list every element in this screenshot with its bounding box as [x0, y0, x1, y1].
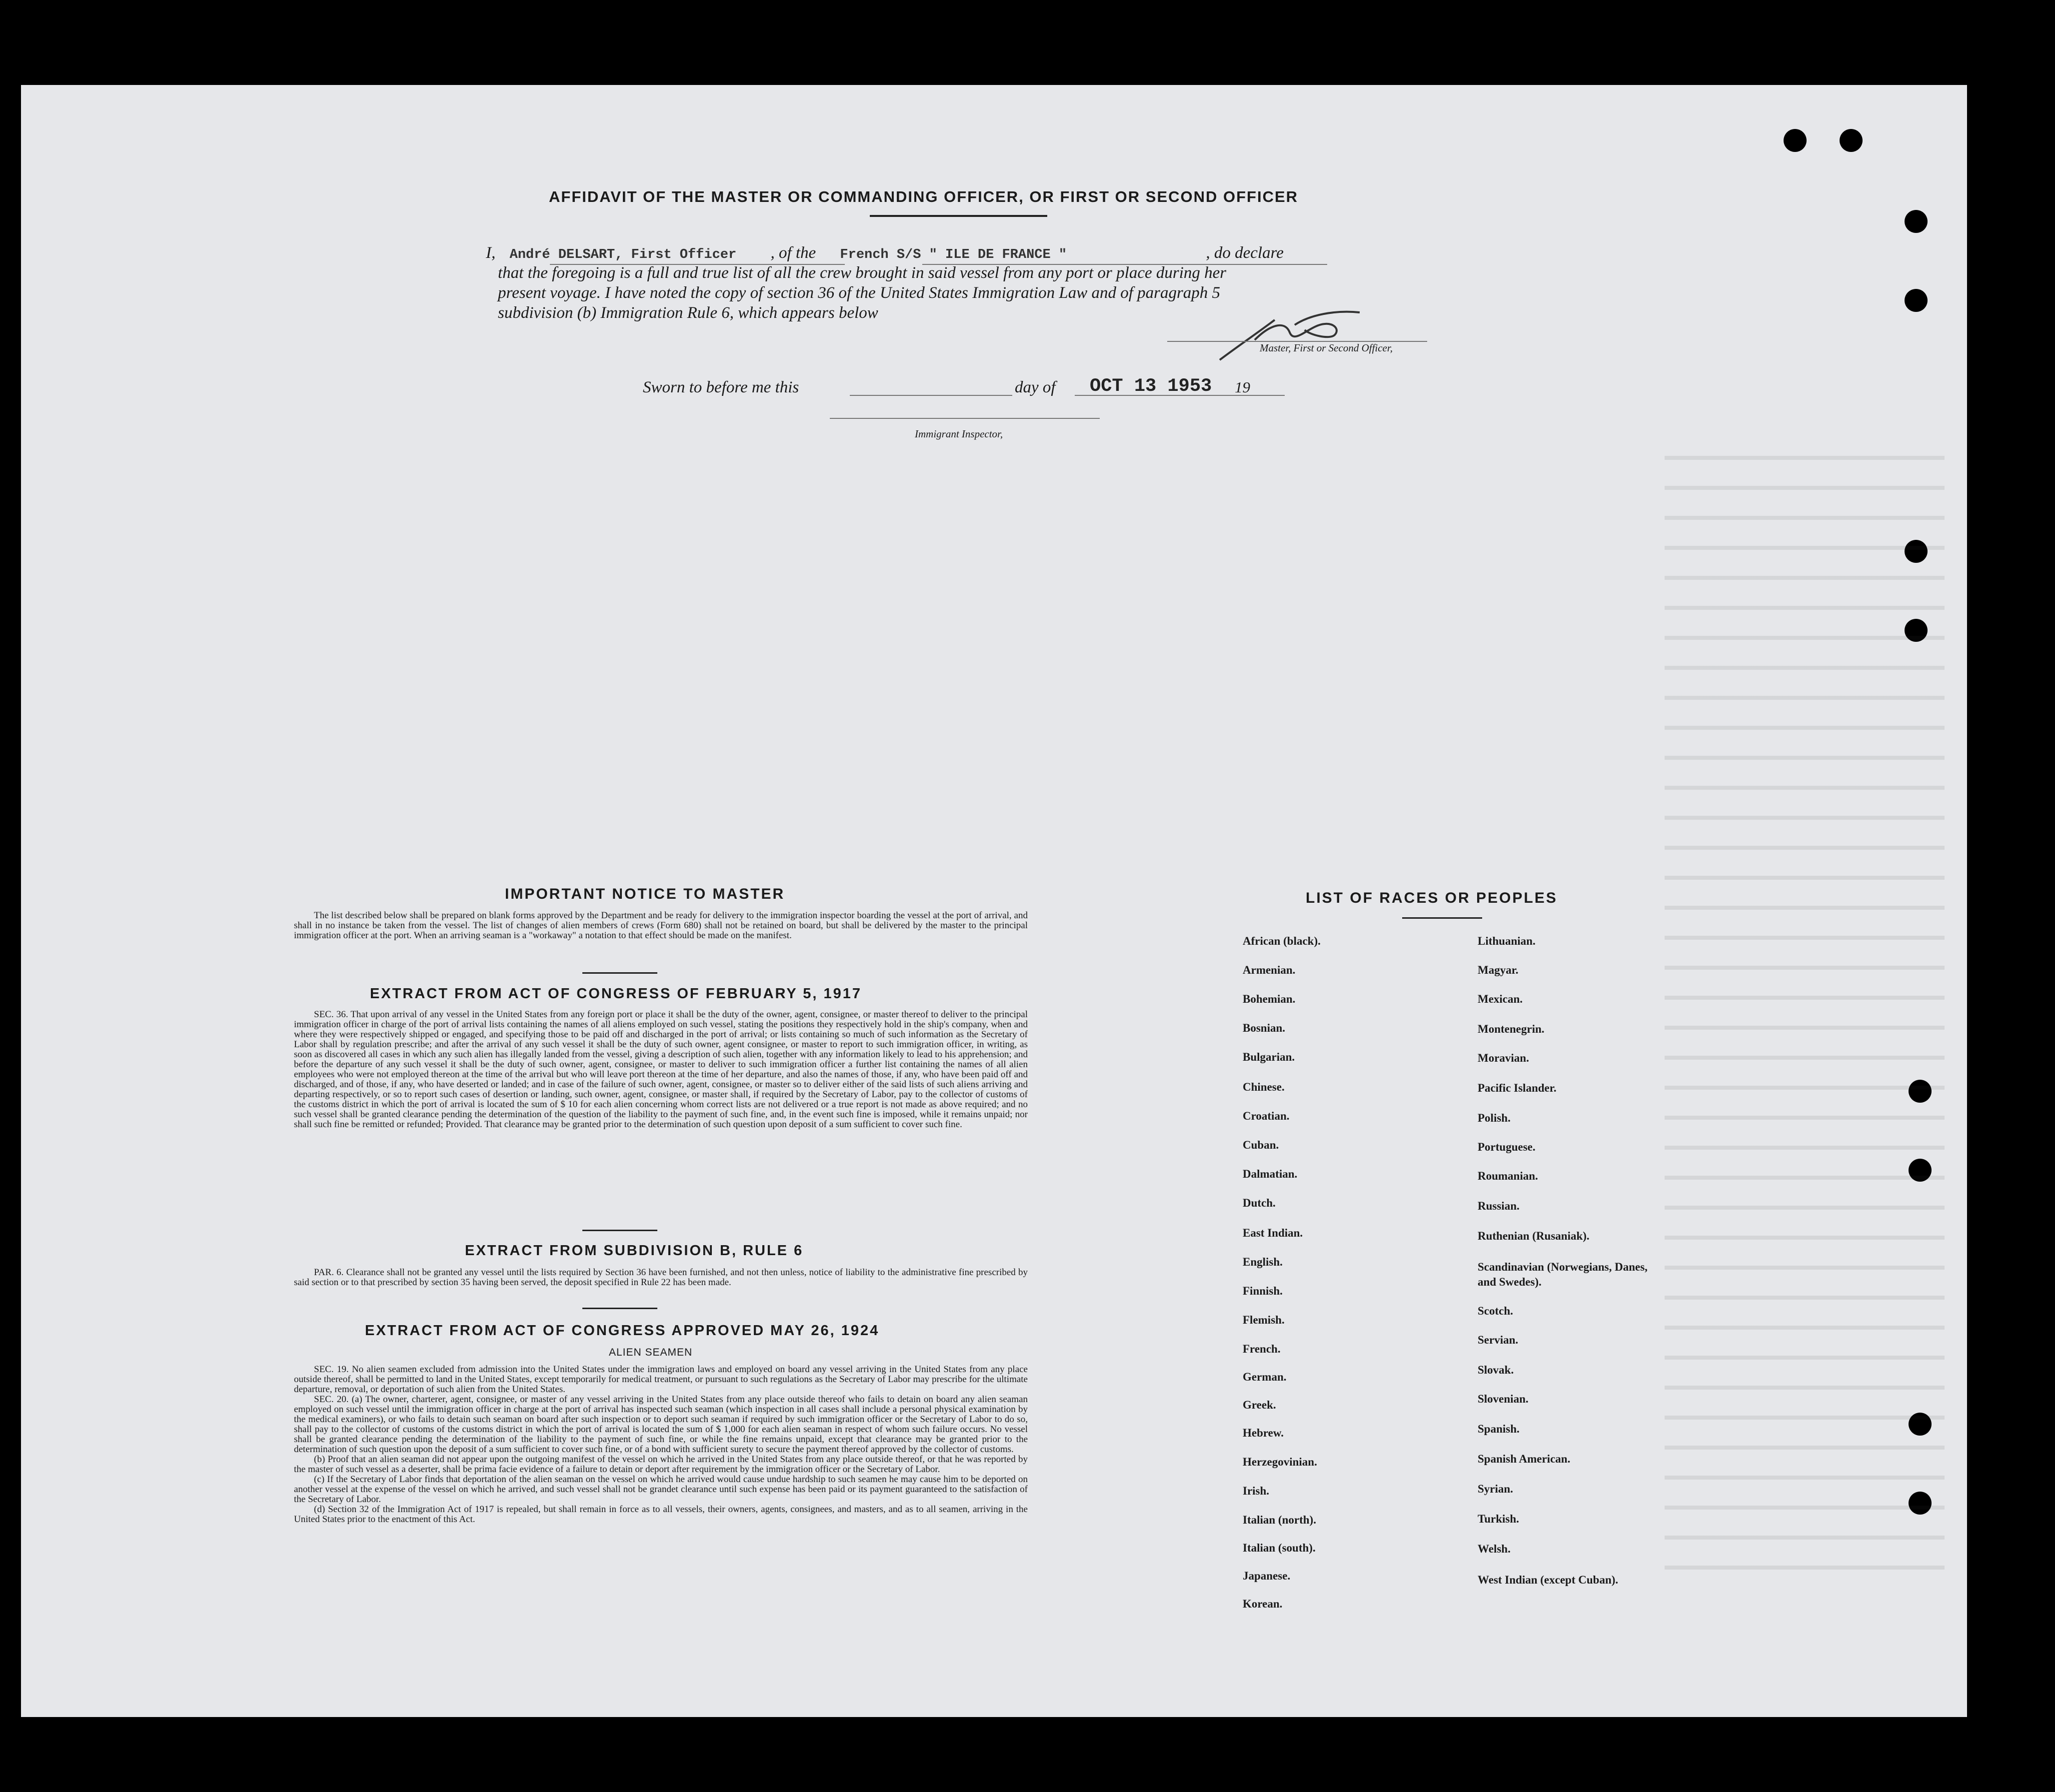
race-item: Armenian.	[1243, 964, 1296, 976]
extract-1924-title: EXTRACT FROM ACT OF CONGRESS APPROVED MAY 26, 1924	[365, 1323, 880, 1339]
race-item: Italian (north).	[1243, 1514, 1316, 1526]
race-item: Spanish.	[1478, 1423, 1520, 1435]
extract-1917-title: EXTRACT FROM ACT OF CONGRESS OF FEBRUARY 5, 1917	[370, 986, 862, 1002]
race-item: Magyar.	[1478, 964, 1519, 976]
sec20b-paragraph: (b) Proof that an alien seaman did not appear upon the outgoing manifest of the vessel on which he arrived in the United States from any place outside thereof, or that he was reported by the master of such vessel as a deserter, shall be prima facie evidence of a failure to detain or deport after requirement by the immigration officer or the Secretary of Labor.	[294, 1454, 1028, 1475]
sec19-paragraph: SEC. 19. No alien seamen excluded from admission into the United States under the immigration laws and employed on board any vessel arriving in the United States from any place outside thereof, shall be permitted to land in the United States, except temporarily for medical treatment, or pursuant to such regulations as the Secretary of Labor may prescribe for the ultimate departure, removal, or deportation of such alien from the United States.	[294, 1364, 1028, 1395]
race-item: Servian.	[1478, 1334, 1519, 1346]
race-item: Montenegrin.	[1478, 1023, 1545, 1035]
officer-signature	[1210, 305, 1375, 365]
day-of-text: day of	[1015, 378, 1056, 396]
race-item: Bohemian.	[1243, 993, 1296, 1005]
race-item: Herzegovinian.	[1243, 1456, 1317, 1468]
races-title-underline	[1402, 917, 1482, 919]
officer-name: André DELSART, First Officer	[509, 247, 737, 262]
sworn-date-line	[1075, 395, 1285, 396]
rule6-title: EXTRACT FROM SUBDIVISION B, RULE 6	[465, 1243, 804, 1259]
alien-seamen-subtitle: ALIEN SEAMEN	[609, 1347, 693, 1358]
race-item: Cuban.	[1243, 1139, 1279, 1151]
race-item: Irish.	[1243, 1485, 1270, 1497]
race-item: Finnish.	[1243, 1285, 1283, 1297]
race-item: Croatian.	[1243, 1110, 1290, 1122]
race-item: Polish.	[1478, 1112, 1511, 1124]
sec20d-paragraph: (d) Section 32 of the Immigration Act of 1917 is repealed, but shall remain in force as to all vessels, their owners, agents, consignees, and masters, and as to all seamen, arriving in the United States prior to the enactment of this Act.	[294, 1504, 1028, 1525]
race-item: Chinese.	[1243, 1081, 1285, 1093]
race-item: Scotch.	[1478, 1305, 1513, 1317]
binder-hole-top-1	[1784, 129, 1807, 152]
race-item: Russian.	[1478, 1200, 1520, 1212]
bleed-through-right	[1665, 430, 1945, 1580]
sworn-day-line	[850, 395, 1012, 396]
binder-hole-top-2	[1840, 129, 1863, 152]
affidavit-title: AFFIDAVIT OF THE MASTER OR COMMANDING OFFICER, OR FIRST OR SECOND OFFICER	[549, 188, 1299, 205]
binder-hole-right-2	[1905, 289, 1928, 312]
affidavit-title-underline	[870, 215, 1047, 217]
year-prefix: 19	[1235, 378, 1250, 396]
race-item: Bulgarian.	[1243, 1051, 1295, 1063]
race-item: Syrian.	[1478, 1483, 1513, 1495]
sec20a-paragraph: SEC. 20. (a) The owner, charterer, agent, consignee, or master of any vessel arriving in the United States from any place outside thereof who fails to detain on board any alien seaman employed on such vessel until the immigration officer in charge at the port of arrival has inspected such seaman (which inspection in all cases shall include a personal physical examination by the medical examiners), or who fails to detain such seaman on board after such inspection or to deport such seaman if required by such immigration officer or the Secretary of Labor to do so, shall pay to the collector of customs of the customs district in which the port of arrival is located the sum of $ 1,000 for each alien seaman in respect of whom such failure occurs. No vessel shall be granted clearance pending the determination of the liability to the payment of such fine, or while the fine remains unpaid, except that clearance may be granted prior to the determination of such question upon the deposit of a sum sufficient to cover such fine, or of a bond with sufficient surety to secure the payment thereof approved by the collector of customs.	[294, 1394, 1028, 1455]
extract-1917-text	[294, 1010, 1028, 1130]
race-item: Bosnian.	[1243, 1022, 1286, 1034]
notice-title: IMPORTANT NOTICE TO MASTER	[505, 886, 785, 902]
inspector-caption: Immigrant Inspector,	[915, 428, 1003, 440]
races-title: LIST OF RACES OR PEOPLES	[1306, 890, 1558, 906]
race-item: Mexican.	[1478, 993, 1523, 1005]
races-right-column	[1478, 935, 1688, 1615]
race-item: West Indian (except Cuban).	[1478, 1574, 1619, 1586]
race-item: Portuguese.	[1478, 1141, 1536, 1153]
affidavit-line1	[486, 244, 1284, 262]
rule6-divider	[582, 1308, 657, 1309]
affidavit-of-the: , of the	[770, 244, 816, 262]
races-left-column	[1243, 935, 1443, 1615]
extract-1924-text	[294, 1365, 1028, 1525]
affidavit-line2: that the foregoing is a full and true list of all the crew brought in said vessel from any port or place during her	[498, 264, 1227, 282]
race-item: French.	[1243, 1343, 1281, 1355]
sec20c-paragraph: (c) If the Secretary of Labor finds that deportation of the alien seaman on the vessel on which he arrived would cause undue hardship to such seamen he may cause him to be deported on another vessel at the expense of the vessel on which he arrived, and such vessel shall not be grandet clearance until such expense has been paid or its payment guaranteed to the satisfaction of the Secretary of Labor.	[294, 1474, 1028, 1505]
race-item: Pacific Islander.	[1478, 1082, 1557, 1094]
race-item: Korean.	[1243, 1598, 1283, 1610]
rule6-text	[294, 1268, 1028, 1288]
notice-text	[294, 911, 1028, 941]
race-item: Dalmatian.	[1243, 1168, 1298, 1180]
notice-divider	[582, 972, 657, 974]
sworn-text: Sworn to before me this	[643, 378, 799, 396]
race-item: Japanese.	[1243, 1570, 1291, 1582]
par6-paragraph: PAR. 6. Clearance shall not be granted any vessel until the lists required by Section 36 have been furnished, and not then unless, notice of liability to the administrative fine prescribed by said section or to that prescribed by section 35 having been served, the deposit specified in Rule 22 has been made.	[294, 1267, 1028, 1288]
race-item: Ruthenian (Rusaniak).	[1478, 1230, 1590, 1242]
race-item: Slovenian.	[1478, 1393, 1529, 1405]
affidavit-line4: subdivision (b) Immigration Rule 6, which appears below	[498, 304, 878, 322]
signature-caption: Master, First or Second Officer,	[1260, 342, 1393, 354]
affidavit-line3: present voyage. I have noted the copy of section 36 of the United States Immigration Law and of paragraph 5	[498, 284, 1221, 302]
race-item: English.	[1243, 1256, 1283, 1268]
notice-paragraph: The list described below shall be prepared on blank forms approved by the Department and be ready for delivery to the immigration inspector boarding the vessel at the port of arrival, and shall in no instance be taken from the vessel. The list of changes of alien members of crews (Form 680) shall not be retained on board, but shall be delivered by the master to the principal immigration officer at the port. When an arriving seaman is a "workaway" a notation to that effect should be made on the manifest.	[294, 910, 1028, 941]
race-item: Greek.	[1243, 1399, 1276, 1411]
race-item: Flemish.	[1243, 1314, 1285, 1326]
affidavit-i: I,	[486, 244, 496, 262]
race-item: Roumanian.	[1478, 1170, 1538, 1182]
race-item: Turkish.	[1478, 1513, 1519, 1525]
sec36-paragraph: SEC. 36. That upon arrival of any vessel in the United States from any foreign port or place it shall be the duty of the owner, agent, consignee, or master thereof to deliver to the principal immigration officer in charge of the port of arrival lists containing the names of all aliens employed on such vessel, stating the positions they respectively hold in the ship's company, when and where they were respectively shipped or engaged, and specifying those to be paid off and discharged in the port of arrival; or lists containing so much of such information as the Secretary of Labor shall by regulation prescribe; and after the arrival of any such vessel it shall be the duty of such owner, agent consignee, or master to report to such immigration officer, in writing, as soon as discovered all cases in which any such alien has illegally landed from the vessel, giving a description of such alien, together with any information likely to lead to his apprehension; and before the departure of any such vessel it shall be the duty of such owner, agent, consignee, or master to deliver to such immigration officer a further list containing the names of all alien employees who were not employed thereon at the time of the arrival but who will leave port thereon at the time of her departure, and also the names of those, if any, who have been paid off and discharged, and of those, if any, who have deserted or landed; and in case of the failure of such owner, agent, consignee, or master so to deliver either of the said lists of such aliens arriving and departing respectively, or so to report such cases of desertion or landing, such owner, agent, consignee, or master shall, if required by the Secretary of Labor, pay to the collector of customs of the customs district in which the port of arrival is located the sum of $ 10 for each alien concerning whom correct lists are not delivered or a true report is not made as above required; and no such vessel shall be granted clearance pending the determination of the question of the liability to the payment of such fine, and, in the event such fine is imposed, while it remains unpaid; nor shall such fine be remitted or refunded; Provided. That clearance may be granted prior to the determination of such question upon deposit of a sum sufficient to cover such fine.	[294, 1009, 1028, 1130]
race-item: Dutch.	[1243, 1197, 1276, 1209]
vessel-name: French S/S " ILE DE FRANCE "	[840, 247, 1067, 262]
race-item: Lithuanian.	[1478, 935, 1536, 947]
race-item: Hebrew.	[1243, 1427, 1284, 1439]
race-item: Welsh.	[1478, 1543, 1511, 1555]
race-item: Moravian.	[1478, 1052, 1529, 1064]
race-item: Scandinavian (Norwegians, Danes, and Swedes).	[1478, 1261, 1648, 1288]
date-stamp: OCT 13 1953	[1090, 376, 1212, 397]
race-item: Spanish American.	[1478, 1453, 1571, 1465]
race-item: Italian (south).	[1243, 1542, 1316, 1554]
extract-1917-divider	[582, 1230, 657, 1231]
race-item: African (black).	[1243, 935, 1321, 947]
race-item: Slovak.	[1478, 1364, 1514, 1376]
affidavit-do-declare: , do declare	[1206, 244, 1284, 262]
inspector-line	[830, 418, 1100, 419]
binder-hole-right-1	[1905, 210, 1928, 233]
race-item: German.	[1243, 1371, 1287, 1383]
race-item: East Indian.	[1243, 1227, 1303, 1239]
